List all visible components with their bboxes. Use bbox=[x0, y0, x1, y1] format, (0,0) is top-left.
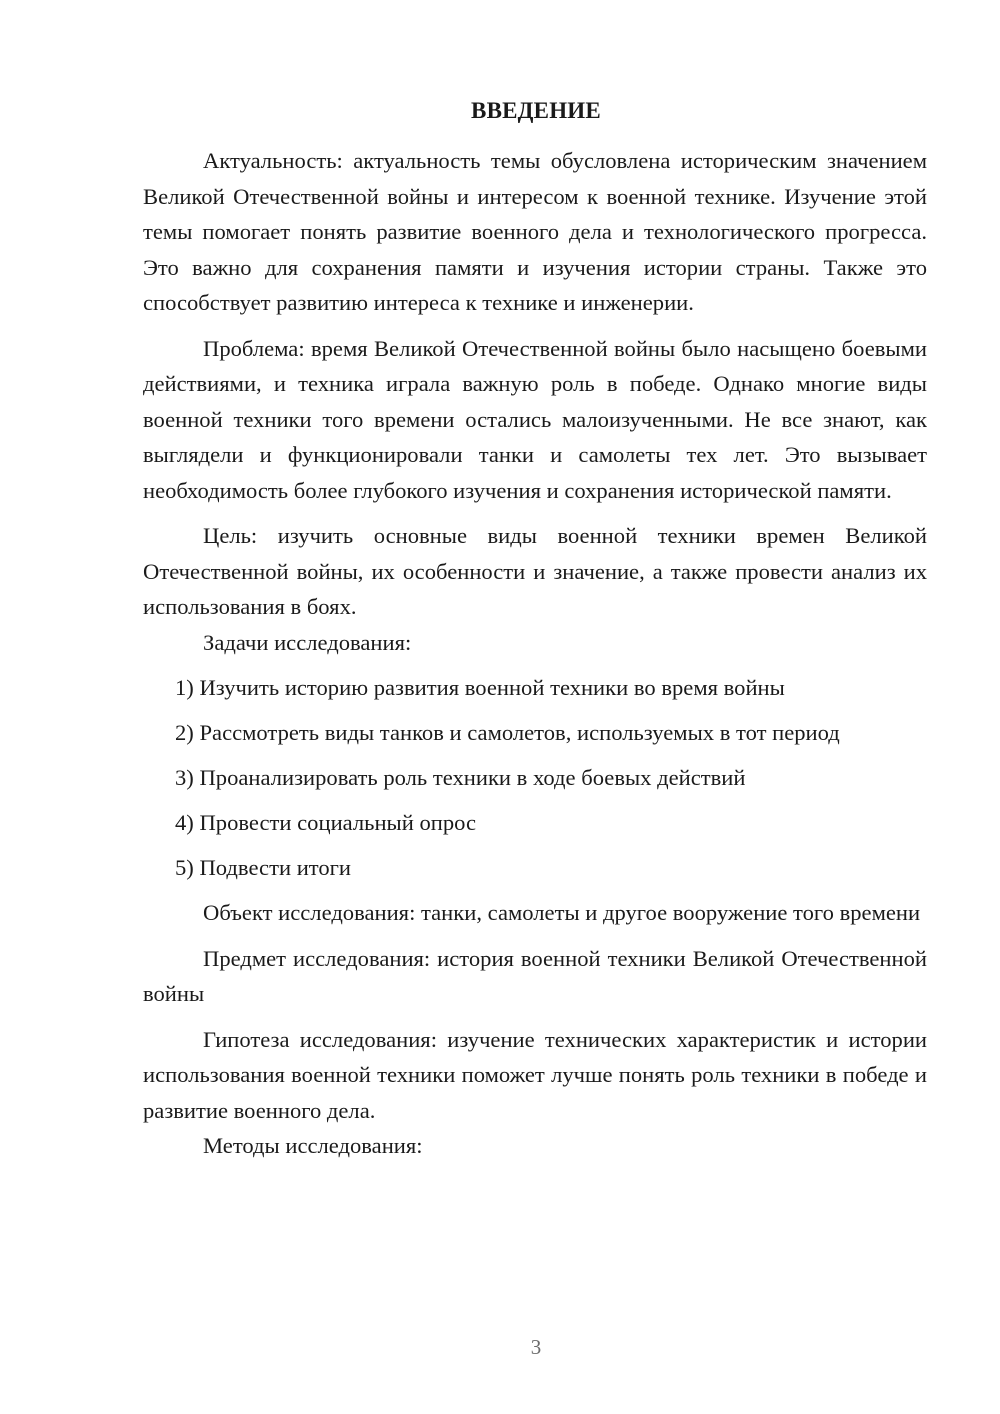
list-item: 5) Подвести итоги bbox=[175, 854, 352, 880]
paragraph-subject: Предмет исследования: история военной техники Великой Отечественной войны bbox=[143, 945, 927, 1006]
tasks-title: Задачи исследования: bbox=[203, 629, 412, 655]
document-body bbox=[143, 143, 927, 1164]
methods-title: Методы исследования: bbox=[203, 1133, 423, 1158]
paragraph-problem: Проблема: время Великой Отечественной войны было насыщено боевыми действиями, и техника играла важную роль в победе. Однако многие виды военной техники того времени остались малоизученными. Не все знают, как выглядели и функционировали танки и самолеты тех лет. Это вызывает необходимость более глубокого изучения и сохранения исторической памяти. bbox=[143, 335, 927, 503]
paragraph-relevance: Актуальность: актуальность темы обусловлена историческим значением Великой Отечественной войны и интересом к военной технике. Изучение этой темы помогает понять развитие военного дела и технологического прогресса. Это важно для сохранения памяти и изучения истории страны. Также это способствует развитию интереса к технике и инженерии. bbox=[143, 148, 927, 315]
paragraph-object: Объект исследования: танки, самолеты и другое вооружение того времени bbox=[203, 900, 921, 925]
list-item: 4) Провести социальный опрос bbox=[175, 809, 477, 835]
list-item: 3) Проанализировать роль техники в ходе боевых действий bbox=[175, 764, 746, 790]
paragraph-hypothesis: Гипотеза исследования: изучение технических характеристик и истории использования военной техники поможет лучше понять роль техники в победе и развитие военного дела. bbox=[143, 1026, 927, 1123]
paragraph-goal: Цель: изучить основные виды военной техники времен Великой Отечественной войны, их особенности и значение, а также провести анализ их использования в боях. bbox=[143, 523, 927, 619]
page-number: 3 bbox=[530, 1335, 542, 1359]
list-item: 2) Рассмотреть виды танков и самолетов, используемых в тот период bbox=[175, 719, 840, 745]
page-title: ВВЕДЕНИЕ bbox=[471, 98, 601, 123]
tasks-list bbox=[143, 670, 927, 886]
list-item: 1) Изучить историю развития военной техники во время войны bbox=[175, 674, 785, 700]
